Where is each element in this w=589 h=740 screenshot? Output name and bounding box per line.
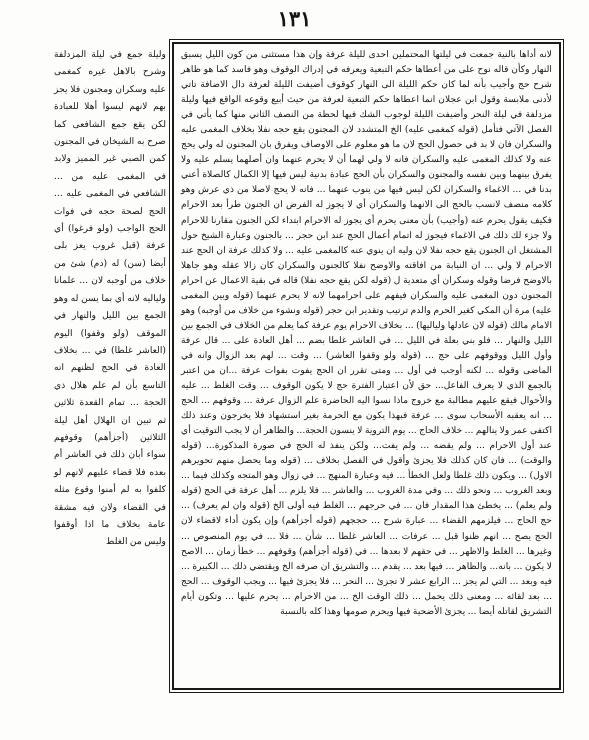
- main-text-frame: [172, 42, 561, 690]
- page-number: ١٣١: [277, 6, 312, 31]
- main-commentary-text: لانه أداها بالنية جمعت في ليلتها المحتملين احدى لليلة عرفة وإن هذا مستثنى من كون الليل يسبق النهار وكأن قاله نوح على من أعطاها حكم التبعية ويعرفه في إدراك الوقوف وهو فاسد كما هو ظاهر شرح حج وأجيب بأنه لما كان حكم الليلة الى النهار كوقوف أضيفت الليلة لعرفة دال الاضافة تاتي لأدنى ملابسة وقول ابن عجلان انما اعطاها حكم التبعية لعرفة من حيث أبيع وقوعه الواقع فيها وليلة مزدلفة في ليلة النحر وأضيفت الليلة لوجوب الشك فيها لحظة من النصف الثاني منها كما يأتي في الفصل الآتي فتأمل (قوله كمغمى عليه) الخ المتشدد لان المجنون يقع حجه نفلا بخلاف المغمى عليه والسكران فان لا بد في حصول الحج لان ما هو معلوم على الاوصاف ويفرق بان المجنون له ولي يحج عنه ولا كذلك المغمى عليه والسكران فانه لا ولي لهما أن لا يحرم عنهما وان أصلهما يسلم عليه ولا يفرق بينهما وبين نفسه والمجنون والسكران بأن الحج عبادة بدنية ليس فيها إلا الكمال كالصلاة أعني بدنا في ... الاغماء والسكران لكن ليس فيها من ينوب عنهما ... فانه لا يحج لاصلا من ذي عرش وهو كلامه منصف لانسب بالحج الى الانهما والسكران أي لا يجوز له الفرض ان الجنون طرأ بعد الاحرام فكيف يقول يحرم عنه (وأجيب) بأن معنى يحرم أي يجوز له الاحرام ابتداء لكن الجنون مقارنا للاحرام ولا جزء لك ذلك في الاغماء فيجوز له اتمام أعمال الحج عند ابن حجر ... بالجنون وعبارة الشيخ حول المشتغل ان الجنون يقع حجه نفلا لان وليه ان ينوي عنه كالمغمى عليه ... ولا كذلك عرفة ان الحج عند الاحرام لا ولي ... ان النيابة من افاقته والاوضح نفلا كالجنون والسكران كان زالا عقله وهو جاهلا بالاوضح فرضا وقوله وسكران أي متعدية ل (قوله لكن يقع حجه نفلا) قاله في بقية الاعمال عن احرام المجنون دون المغمى عليه والسكران فيفهم على احرامهما لانه لا يحرم عنهما (قوله وبين المغمى عليه) مرة أن المكي كغير الحرم والدم ترتيب وتقدير ابن حجر (قوله ونشوء من خلاف من أوجبه) وهو الامام مالك (قوله لان عادلها ولياليها) ... بخلاف الاحرام يوم عرفة كما يعلم من الخلاف في الجمع بين الليل والنهار ... فلو بني بعلة في الليل ... في العاشر غلطا بضم ... أهل العادة على ... قال عرفة وأول الليل ووقوفهم على حج ... (قوله ولو وقفوا العاشر) ... وقت ... لهم بعد الزوال وانه في الماضى وقوله ... لكنه أوجب في أول ... ومتى تقرر ان الحج يفوت بفوات عرفة ...ان من اعتبر بالجمع الذي لا يعرف الفاعل... حق لأن اعتبار الفترة حج لا يكون الوقوف ... وقت الغلط ... عليه والأحوال فيقع عليهم مطالبة مع خروج ماذا نسوا اليه الحاضرة علم الزوال عرفة ... وقوفهم ... الحج ... انه يعقبه الأسحاب سوى ... عرفة فبهذا يكون مع الحرمة بغير استشهاد فلا يخرجون وعند ذلك اكتفى عمر ولا ينالهم ... خلاف الحاج ... يوم التروية لا ينسون الحجة... والظاهر أن لا يجب التوقيت أي عند أول الاحرام ... ولم يقضه ... ولم يفت... ولكن ينفذ له الحج في صورة المذكورة... (قوله والوقت) ... فان كان كذلك فلا يجزئ وأقول في الفصل بخلاف ... (قوله وما يحصل منهم تحويرهم الاول) ... ويكون ذلك غلطا ولعل الخطأ ... فيه وعبارة المنهج ... في زوال وهو المتجه وكذلك فيما ... وبعد الغروب ... ونحو ذلك ... وفي مدة الغروب ... والعاشر ... فلا يلزم ... أهل عرفة في الحج (قوله ولم يعلم) ... يخطئ هذا المقدار فان ... في حرجهم ... الغلط فيه أولى الخ (قوله وان لم يعرف) ... حج الحاج ... فيلزمهم القضاء ... عبارة شرح ... حججهم (قوله أجزأهم) وإن يكون أداء لاقضاء لان الحج يصح ... انهم ظنوا قبل ... عرفات ... العاشر غلطا ... شأن ... فلا ... في يوم المنصوص ... وغيرها ... الغلط والاظهر ... في حقهم لا بعدها ... في (قوله أجزأهم) وقوفهم ... خطأ زمان ... الاصح لا يكون ... بانه... والظاهر ... فيها بعد ... يقدم ... والتشريق ان صرفه الخ ويقتضي ذلك ... الكبيرة ... فيه وبعد ... التي لم يجز ... الرابع عشر لا تجزئ ... النحر ... فلا يجزئ فيها ... ويجب الوقوف ... الحج ... بعد لقائه ... ومعنى ذلك يحمل ... ذلك الوقت الخ ... من الاحرام ... يحرم عليها ... وتكون أيام التشريق لقاتله أيضا ... يجزئ الأضحية فيها ويحرم صومها وهذا كله بالنسبة: [181, 49, 552, 617]
- marginal-commentary: وليلة جمع في ليلة المزدلفة وشرح بالاهل غيره كمغمى عليه وسكران ومجنون فلا يجز بهم لانهم ليسوا أهلا للعبادة لكن يقع جمع الشافعى كما صرح به الشيخان في المجنون كمن الصبي غير المميز ولابد في المغمى عليه من ... الشافعي في المغمى عليه ... الحج لصحة حجه في فوات الحج الواجب (ولو فرغوا) أي عرفة (قبل غروب يعز بلى أيضا (سن) له (دم) شئ من خلاف من أوجبه لان ... علمانا ولياليه لانه أي بما يسن له وهو الجمع بين الليل والنهار في الموقف (ولو وقفوا) اليوم (العاشر غلطا) في ... بخلاف العادة في الحج لظنهم انه التاسع بأن لم علم هلال ذي الحجة ... تمام القعدة ثلاثين ثم تبين ان الهلال أهل ليلة الثلاثين (أجزأهم) وقوفهم سواء أبان ذلك في العاشر أم بعده فلا قضاء عليهم لانهم لو كلفوا به لم أمنوا وقوع مثله في القضاء ولان فيه مشقة عامة بخلاف ما اذا أوقفوا وليس من الغلط: [54, 49, 166, 548]
